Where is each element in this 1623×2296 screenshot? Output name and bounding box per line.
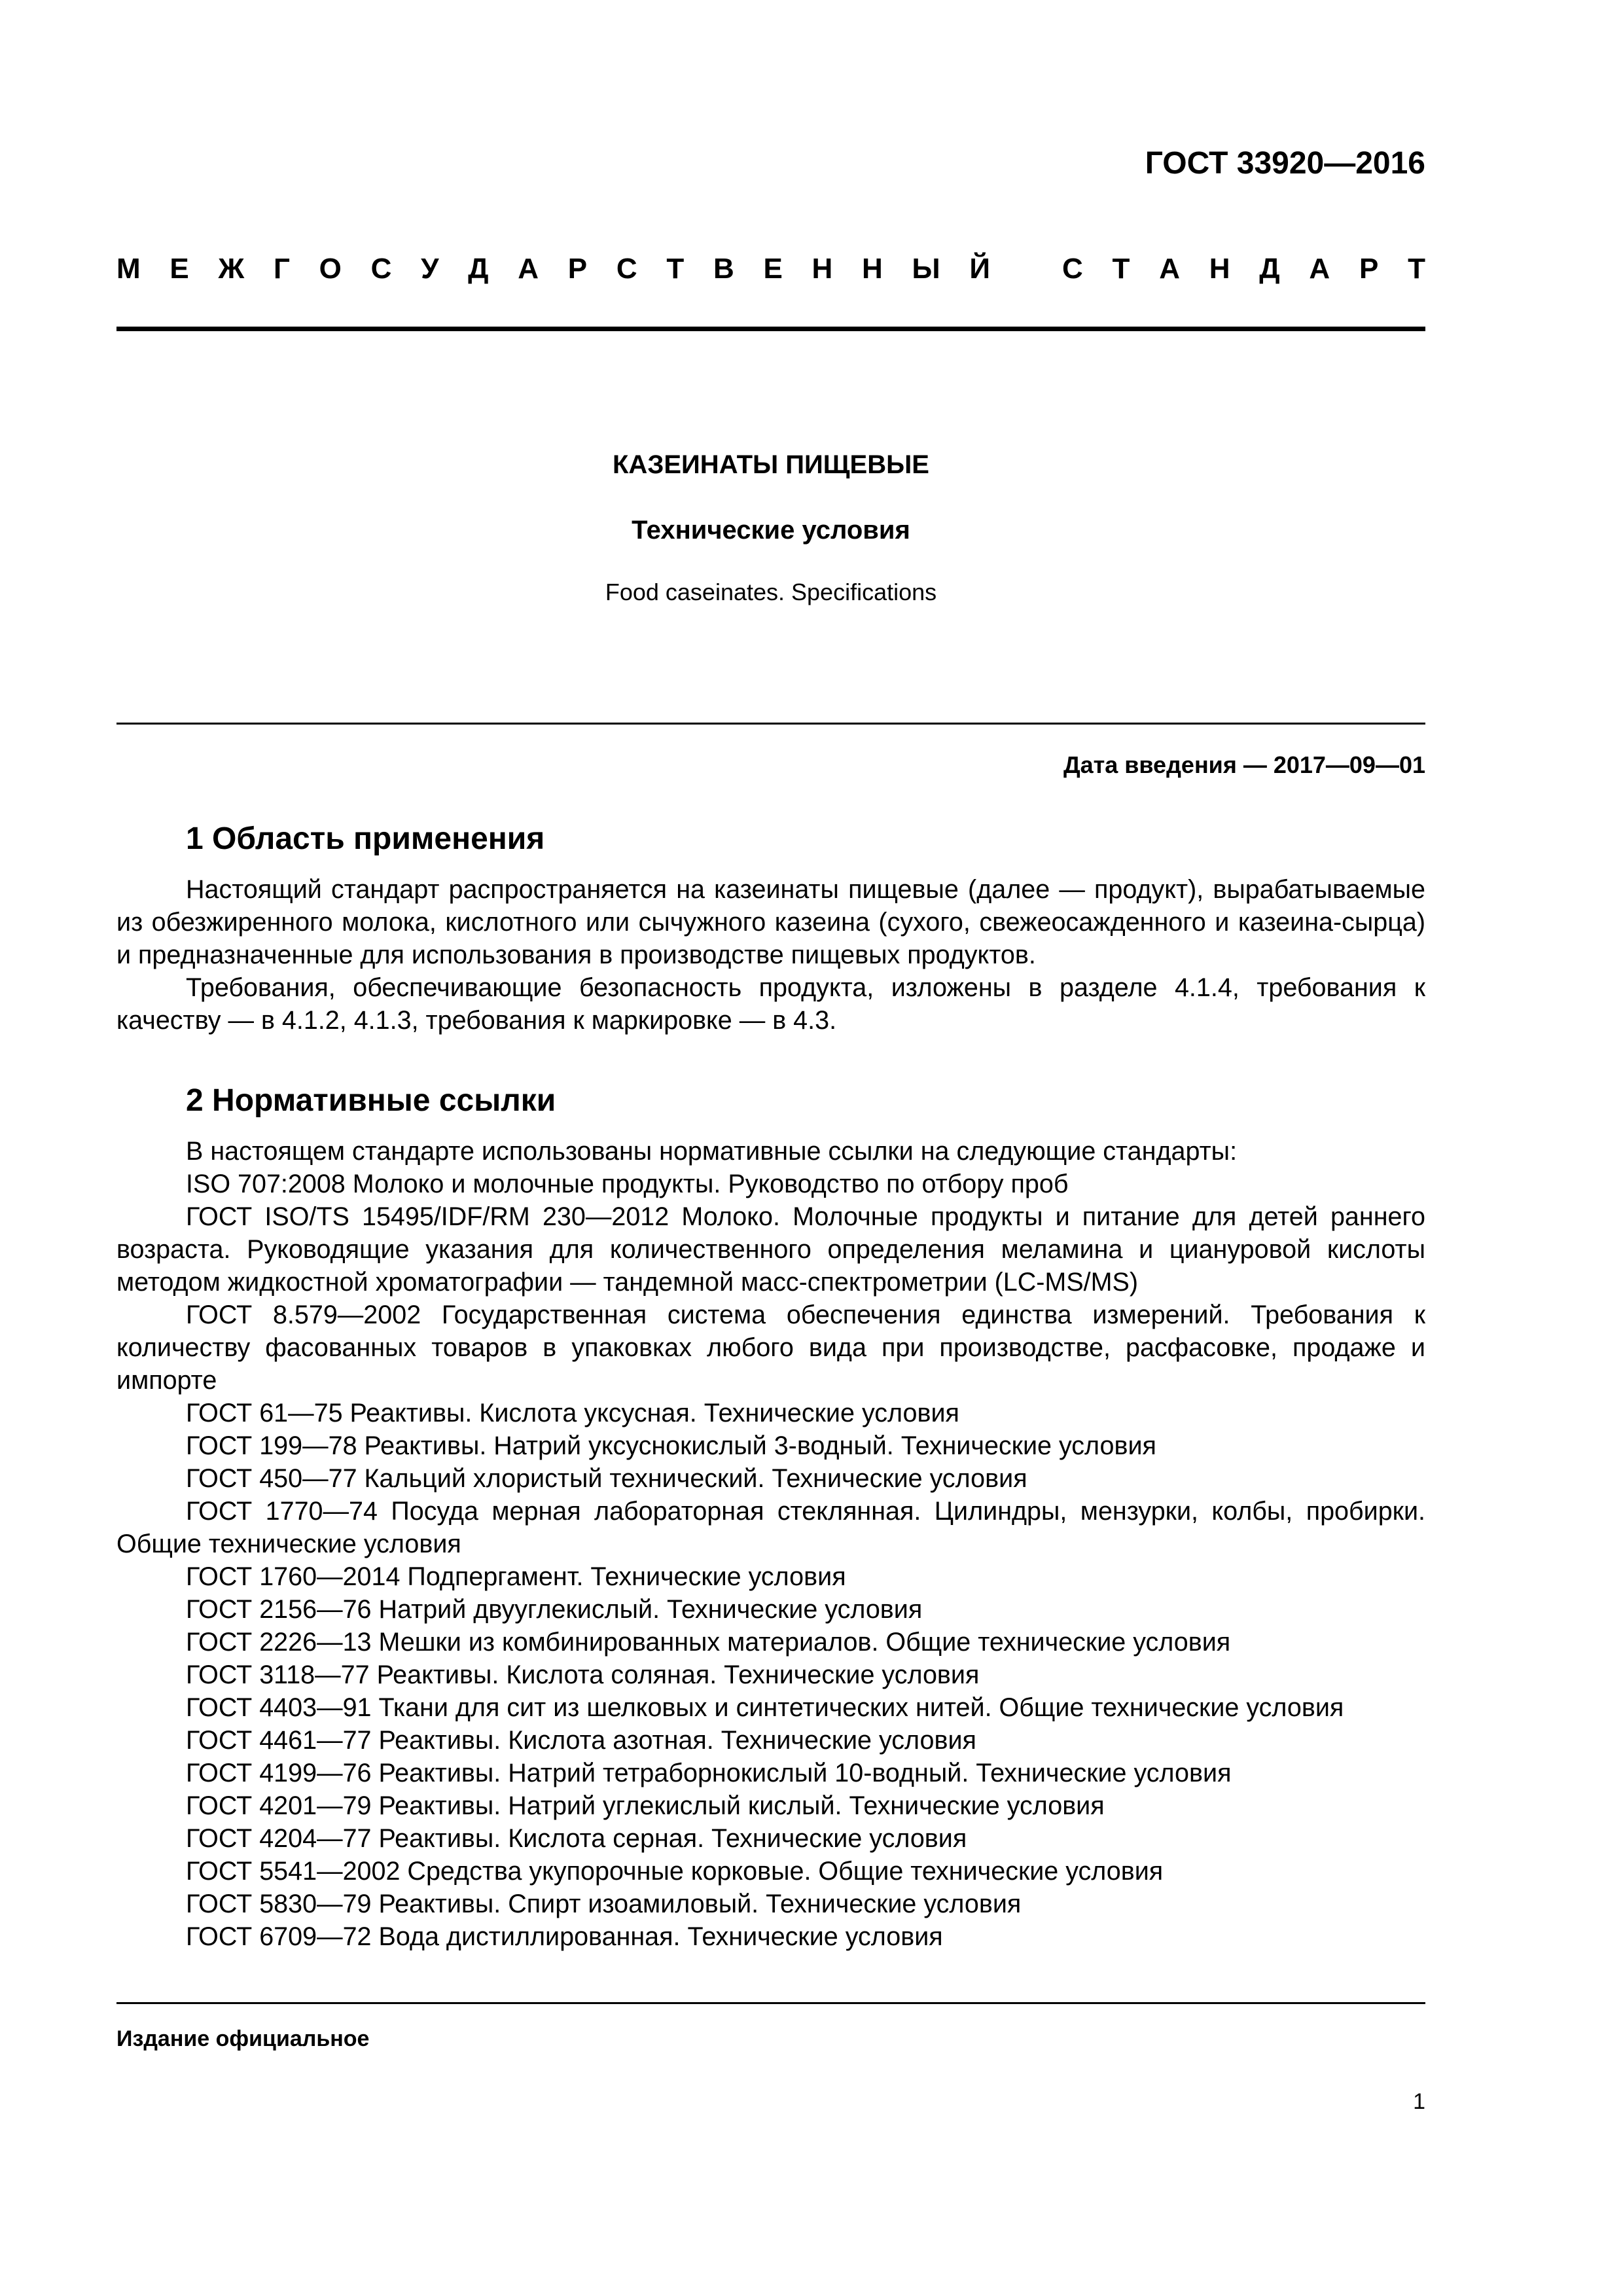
list-item: ГОСТ 4461—77 Реактивы. Кислота азотная. Технические условия <box>186 1726 976 1755</box>
banner-word-interstate: М Е Ж Г О С У Д А Р С Т В Е Н Н Ы Й <box>116 253 990 285</box>
list-item: ГОСТ 2156—76 Натрий двууглекислый. Технические условия <box>186 1595 923 1624</box>
references-intro: В настоящем стандарте использованы нормативные ссылки на следующие стандарты: <box>186 1137 1238 1166</box>
page-number: 1 <box>1413 2089 1425 2114</box>
references-list <box>116 1168 1425 1953</box>
list-item: ГОСТ 3118—77 Реактивы. Кислота соляная. Технические условия <box>186 1660 980 1689</box>
document-english-title: Food caseinates. Specifications <box>605 579 937 605</box>
list-item: ГОСТ 5830—79 Реактивы. Спирт изоамиловый. Технические условия <box>186 1890 1022 1918</box>
list-item: ГОСТ 4204—77 Реактивы. Кислота серная. Технические условия <box>186 1824 967 1853</box>
header-divider <box>116 327 1425 331</box>
list-item: ГОСТ 8.579—2002 Государственная система обеспечения единства измерений. Требования к количеству фасованных товаров в упаковках любого вида при производстве, расфасовке, продаже и импорте <box>116 1300 1425 1395</box>
list-item: ГОСТ 5541—2002 Средства укупорочные корковые. Общие технические условия <box>186 1857 1164 1886</box>
standard-designation: ГОСТ 33920—2016 <box>1145 146 1425 181</box>
official-edition-label: Издание официальное <box>116 2026 370 2051</box>
list-item: ГОСТ 4403—91 Ткани для сит из шелковых и синтетических нитей. Общие технические условия <box>186 1693 1344 1722</box>
list-item: ГОСТ 6709—72 Вода дистиллированная. Технические условия <box>186 1922 943 1951</box>
banner-word-standard: С Т А Н Д А Р Т <box>1062 253 1425 285</box>
list-item: ГОСТ 2226—13 Мешки из комбинированных материалов. Общие технические условия <box>186 1628 1231 1657</box>
section-normative-references <box>116 1081 1425 1953</box>
footer-divider <box>116 2002 1425 2004</box>
section-heading: 2 Нормативные ссылки <box>186 1083 556 1118</box>
list-item: ГОСТ 4201—79 Реактивы. Натрий углекислый кислый. Технические условия <box>186 1791 1105 1820</box>
interstate-standard-banner <box>116 253 1425 285</box>
list-item: ГОСТ ISO/TS 15495/IDF/RM 230—2012 Молоко. Молочные продукты и питание для детей раннего возраста. Руководящие указания для количественного определения меламина и циануровой кислоты методом жидкостной хроматографии — тандемной масс-спектрометрии (LC-MS/MS) <box>116 1202 1425 1297</box>
list-item: ISO 707:2008 Молоко и молочные продукты. Руководство по отбору проб <box>186 1170 1069 1198</box>
paragraph: Настоящий стандарт распространяется на казеинаты пищевые (далее — продукт), вырабатываемые из обезжиренного молока, кислотного или сычужного казеина (сухого, свежеосажденного и казеина-сырца) и предназначенные для использования в производстве пищевых продуктов. <box>116 875 1425 969</box>
title-divider <box>116 723 1425 725</box>
section-heading: 1 Область применения <box>186 821 545 856</box>
document-subtitle: Технические условия <box>632 516 910 545</box>
list-item: ГОСТ 61—75 Реактивы. Кислота уксусная. Технические условия <box>186 1399 959 1427</box>
list-item: ГОСТ 450—77 Кальций хлористый технический. Технические условия <box>186 1464 1027 1493</box>
document-title: КАЗЕИНАТЫ ПИЩЕВЫЕ <box>613 450 929 479</box>
list-item: ГОСТ 1760—2014 Подпергамент. Технические условия <box>186 1562 846 1591</box>
paragraph: Требования, обеспечивающие безопасность продукта, изложены в разделе 4.1.4, требования к качеству — в 4.1.2, 4.1.3, требования к маркировке — в 4.3. <box>116 973 1425 1035</box>
section-scope <box>116 819 1425 1037</box>
list-item: ГОСТ 199—78 Реактивы. Натрий уксуснокислый 3-водный. Технические условия <box>186 1431 1156 1460</box>
list-item: ГОСТ 4199—76 Реактивы. Натрий тетраборнокислый 10-водный. Технические условия <box>186 1759 1232 1787</box>
introduction-date: Дата введения — 2017—09—01 <box>1063 751 1425 778</box>
list-item: ГОСТ 1770—74 Посуда мерная лабораторная стеклянная. Цилиндры, мензурки, колбы, пробирки. Общие технические условия <box>116 1497 1425 1558</box>
